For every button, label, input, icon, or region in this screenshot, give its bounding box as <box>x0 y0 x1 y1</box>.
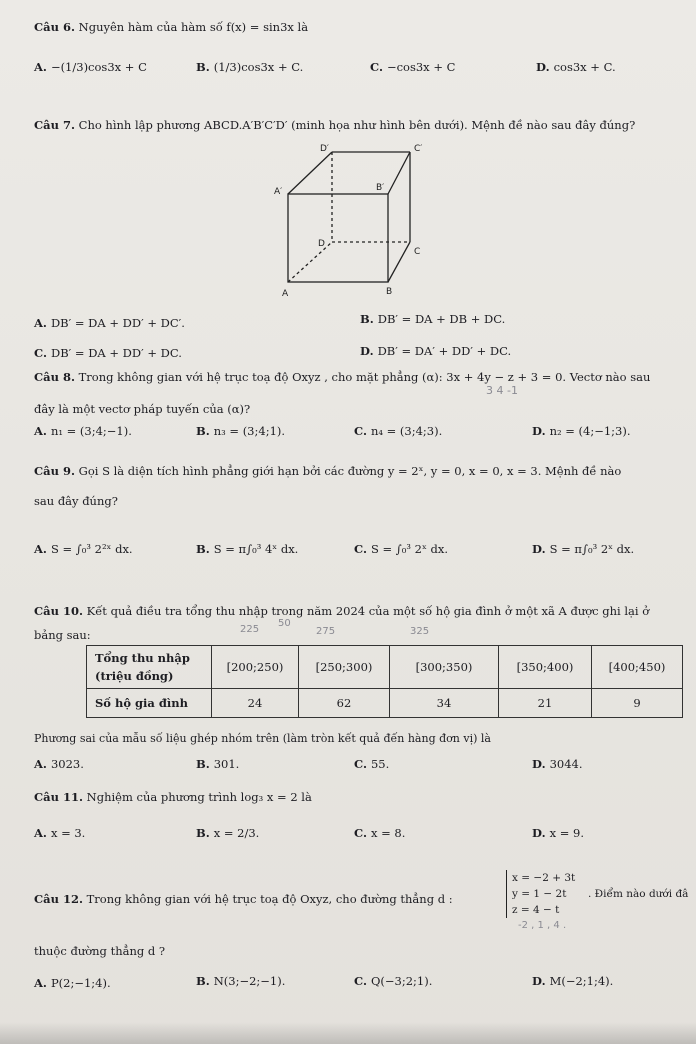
q8-option-c: C. n₄ = (3;4;3). <box>354 424 443 438</box>
question-12-label: Câu 12. <box>34 892 83 906</box>
question-8 <box>34 370 650 384</box>
handwritten-note-225: 225 <box>240 624 260 635</box>
q10-option-d: D. 3044. <box>532 757 583 771</box>
table-cell: [200;250) <box>212 646 299 689</box>
q6-option-b: B. (1/3)cos3x + C. <box>196 60 304 74</box>
table-cell: [300;350) <box>390 646 499 689</box>
question-9-text: Gọi S là diện tích hình phẳng giới hạn bởi các đường y = 2ˣ, y = 0, x = 0, x = 3. Mệnh đề nào <box>78 464 622 478</box>
cube-label-b-prime: B′ <box>376 183 385 193</box>
question-8-text: Trong không gian với hệ trục toạ độ Oxyz , cho mặt phẳng (α): 3x + 4y − z + 3 = 0. Vectơ nào sau <box>78 370 651 384</box>
question-11-label: Câu 11. <box>34 790 83 804</box>
question-6 <box>34 20 308 34</box>
cube-label-c-prime: C′ <box>414 144 423 154</box>
table-cell: 9 <box>592 689 683 718</box>
equation-y: y = 1 − 2t <box>512 888 567 900</box>
table-cell: [250;300) <box>299 646 390 689</box>
q9-option-c: C. S = ∫₀³ 2ˣ dx. <box>354 542 449 556</box>
cube-label-d: D <box>318 239 325 249</box>
table-cell: 34 <box>390 689 499 718</box>
q7-option-b: B. DB′ = DA + DB + DC. <box>360 312 506 326</box>
income-frequency-table <box>86 645 683 718</box>
q12-option-d: D. M(−2;1;4). <box>532 974 614 988</box>
q11-option-d: D. x = 9. <box>532 826 584 840</box>
table-cell: 62 <box>299 689 390 718</box>
table-header-income: Tổng thu nhập (triệu đồng) <box>87 646 212 689</box>
question-10-line2: bảng sau: <box>34 628 91 642</box>
q12-option-a: A. P(2;−1;4). <box>34 976 111 990</box>
q11-option-a: A. x = 3. <box>34 826 86 840</box>
handwritten-note-q12: -2 , 1 , 4 . <box>518 920 567 931</box>
question-6-label: Câu 6. <box>34 20 75 34</box>
line-equation-system <box>506 870 575 918</box>
q10-option-c: C. 55. <box>354 757 390 771</box>
q10-option-b: B. 301. <box>196 757 240 771</box>
table-row <box>87 689 683 718</box>
question-11-text: Nghiệm của phương trình log₃ x = 2 là <box>86 790 312 804</box>
table-cell: 24 <box>212 689 299 718</box>
q7-option-c: C. DB′ = DA + DD′ + DC. <box>34 346 182 360</box>
cube-label-d-prime: D′ <box>320 144 329 154</box>
handwritten-note-q8: 3 4 -1 <box>486 384 518 397</box>
question-10 <box>34 604 649 618</box>
question-7-text: Cho hình lập phương ABCD.A′B′C′D′ (minh họa như hình bên dưới). Mệnh đề nào sau đây đúng? <box>78 118 636 132</box>
table-cell: [350;400) <box>499 646 592 689</box>
cube-label-a-prime: A′ <box>274 187 283 197</box>
q8-option-d: D. n₂ = (4;−1;3). <box>532 424 631 438</box>
question-12 <box>34 892 453 906</box>
q9-option-b: B. S = π∫₀³ 4ˣ dx. <box>196 542 299 556</box>
question-9 <box>34 464 621 478</box>
q8-option-a: A. n₁ = (3;4;−1). <box>34 424 132 438</box>
q11-option-b: B. x = 2/3. <box>196 826 260 840</box>
table-row <box>87 646 683 689</box>
q7-option-a: A. DB′ = DA + DD′ + DC′. <box>34 316 185 330</box>
cube-label-b: B <box>386 287 393 297</box>
question-10-label: Câu 10. <box>34 604 83 618</box>
page-bottom-shadow <box>0 1022 696 1044</box>
question-12-text: Trong không gian với hệ trục toạ độ Oxyz, cho đường thẳng d : <box>86 892 453 906</box>
table-cell: [400;450) <box>592 646 683 689</box>
q6-option-c: C. −cos3x + C <box>370 60 456 74</box>
question-11 <box>34 790 312 804</box>
cube-label-c: C <box>414 247 421 257</box>
q9-option-a: A. S = ∫₀³ 2²ˣ dx. <box>34 542 133 556</box>
question-12-line2: thuộc đường thẳng d ? <box>34 944 166 958</box>
handwritten-note-50: 50 <box>278 618 291 629</box>
q12-option-c: C. Q(−3;2;1). <box>354 974 433 988</box>
cube-label-a: A <box>282 289 289 297</box>
question-8-label: Câu 8. <box>34 370 75 384</box>
q6-option-d: D. cos3x + C. <box>536 60 616 74</box>
q6-option-a: A. −(1/3)cos3x + C <box>34 60 147 74</box>
cube-figure <box>270 142 440 297</box>
question-7 <box>34 118 635 132</box>
table-cell: 21 <box>499 689 592 718</box>
q12-option-b: B. N(3;−2;−1). <box>196 974 286 988</box>
q9-option-d: D. S = π∫₀³ 2ˣ dx. <box>532 542 635 556</box>
question-6-text: Nguyên hàm của hàm số f(x) = sin3x là <box>78 20 309 34</box>
equation-z: z = 4 − t <box>512 904 560 916</box>
question-10-text: Kết quả điều tra tổng thu nhập trong năm 2024 của một số hộ gia đình ở một xã A được ghi lại ở <box>86 604 650 618</box>
q11-option-c: C. x = 8. <box>354 826 406 840</box>
q8-option-b: B. n₃ = (3;4;1). <box>196 424 286 438</box>
question-12-text-after: . Điểm nào dưới đâ <box>588 888 689 900</box>
equation-x: x = −2 + 3t <box>512 872 576 884</box>
q10-option-a: A. 3023. <box>34 757 84 771</box>
question-9-line2: sau đây đúng? <box>34 494 118 508</box>
table-header-households: Số hộ gia đình <box>87 689 212 718</box>
question-10-line3: Phương sai của mẫu số liệu ghép nhóm trên (làm tròn kết quả đến hàng đơn vị) là <box>34 732 491 745</box>
question-7-label: Câu 7. <box>34 118 75 132</box>
q7-option-d: D. DB′ = DA′ + DD′ + DC. <box>360 344 512 358</box>
question-8-line2: đây là một vectơ pháp tuyến của (α)? <box>34 402 251 416</box>
handwritten-note-325: 325 <box>410 626 430 637</box>
handwritten-note-275: 275 <box>316 626 336 637</box>
question-9-label: Câu 9. <box>34 464 75 478</box>
